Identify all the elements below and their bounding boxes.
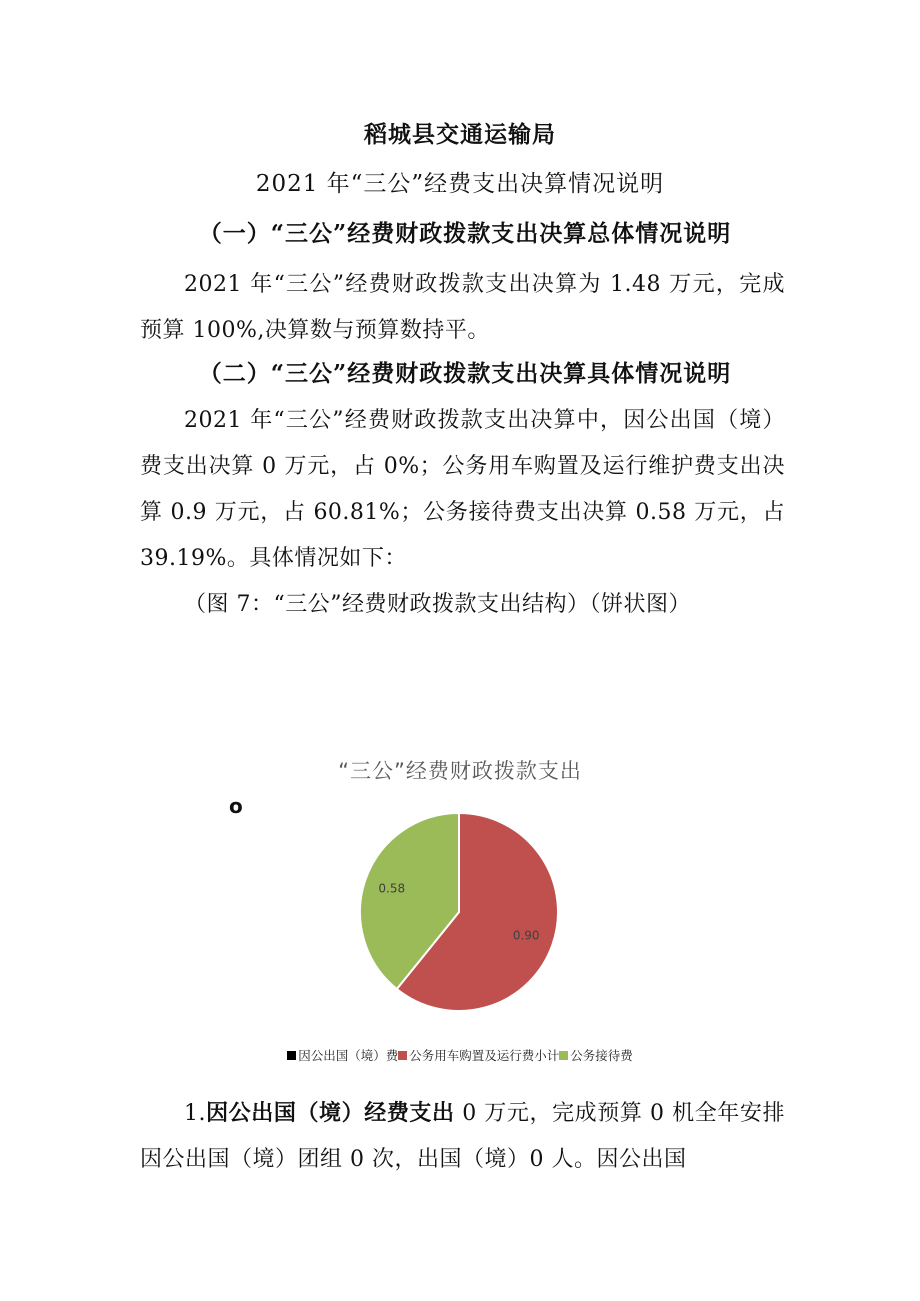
item1-bold-label: 因公出国（境）经费支出 bbox=[206, 1100, 455, 1126]
item1-paragraph bbox=[140, 1090, 785, 1183]
legend-item-1 bbox=[398, 1046, 559, 1064]
chart-legend bbox=[0, 1046, 920, 1064]
figure-caption: （图 7：“三公”经费财政拨款支出结构）（饼状图） bbox=[184, 592, 691, 617]
legend-swatch-1 bbox=[398, 1051, 407, 1060]
stray-mark: o bbox=[229, 794, 243, 818]
legend-swatch-0 bbox=[287, 1051, 296, 1060]
section2-paragraph: 2021 年“三公”经费财政拨款支出决算中，因公出国（境）费支出决算 0 万元，占 0%；公务用车购置及运行维护费支出决算 0.9 万元，占 60.81%；公务接待费支出决算 0.58 万元，占 39.19%。具体情况如下： bbox=[140, 408, 785, 571]
legend-label-0: 因公出国（境）费 bbox=[298, 1048, 399, 1063]
chart-title: “三公”经费财政拨款支出 bbox=[338, 759, 582, 783]
section2-heading: （二）“三公”经费财政拨款支出决算具体情况说明 bbox=[198, 360, 732, 387]
section1-heading: （一）“三公”经费财政拨款支出决算总体情况说明 bbox=[198, 220, 732, 247]
item1-number: 1. bbox=[184, 1101, 206, 1126]
legend-label-2: 公务接待费 bbox=[570, 1048, 633, 1063]
legend-label-1: 公务用车购置及运行费小计 bbox=[409, 1048, 560, 1063]
section1-paragraph: 2021 年“三公”经费财政拨款支出决算为 1.48 万元，完成预算 100%,决算数与预算数持平。 bbox=[140, 272, 785, 343]
document-title: 稻城县交通运输局 bbox=[364, 121, 556, 148]
pie-data-label-2: 0.58 bbox=[378, 881, 406, 896]
item1-text: 0 万元，完成预算 0 机全年安排因公出国（境）团组 0 次，出国（境）0 人。因公出国 bbox=[140, 1101, 785, 1172]
legend-item-2 bbox=[559, 1046, 633, 1064]
legend-swatch-2 bbox=[559, 1051, 568, 1060]
document-subtitle: 2021 年“三公”经费支出决算情况说明 bbox=[255, 171, 665, 197]
legend-item-0 bbox=[287, 1046, 398, 1064]
pie-chart bbox=[300, 800, 620, 1030]
pie-data-label-1: 0.90 bbox=[512, 928, 540, 943]
